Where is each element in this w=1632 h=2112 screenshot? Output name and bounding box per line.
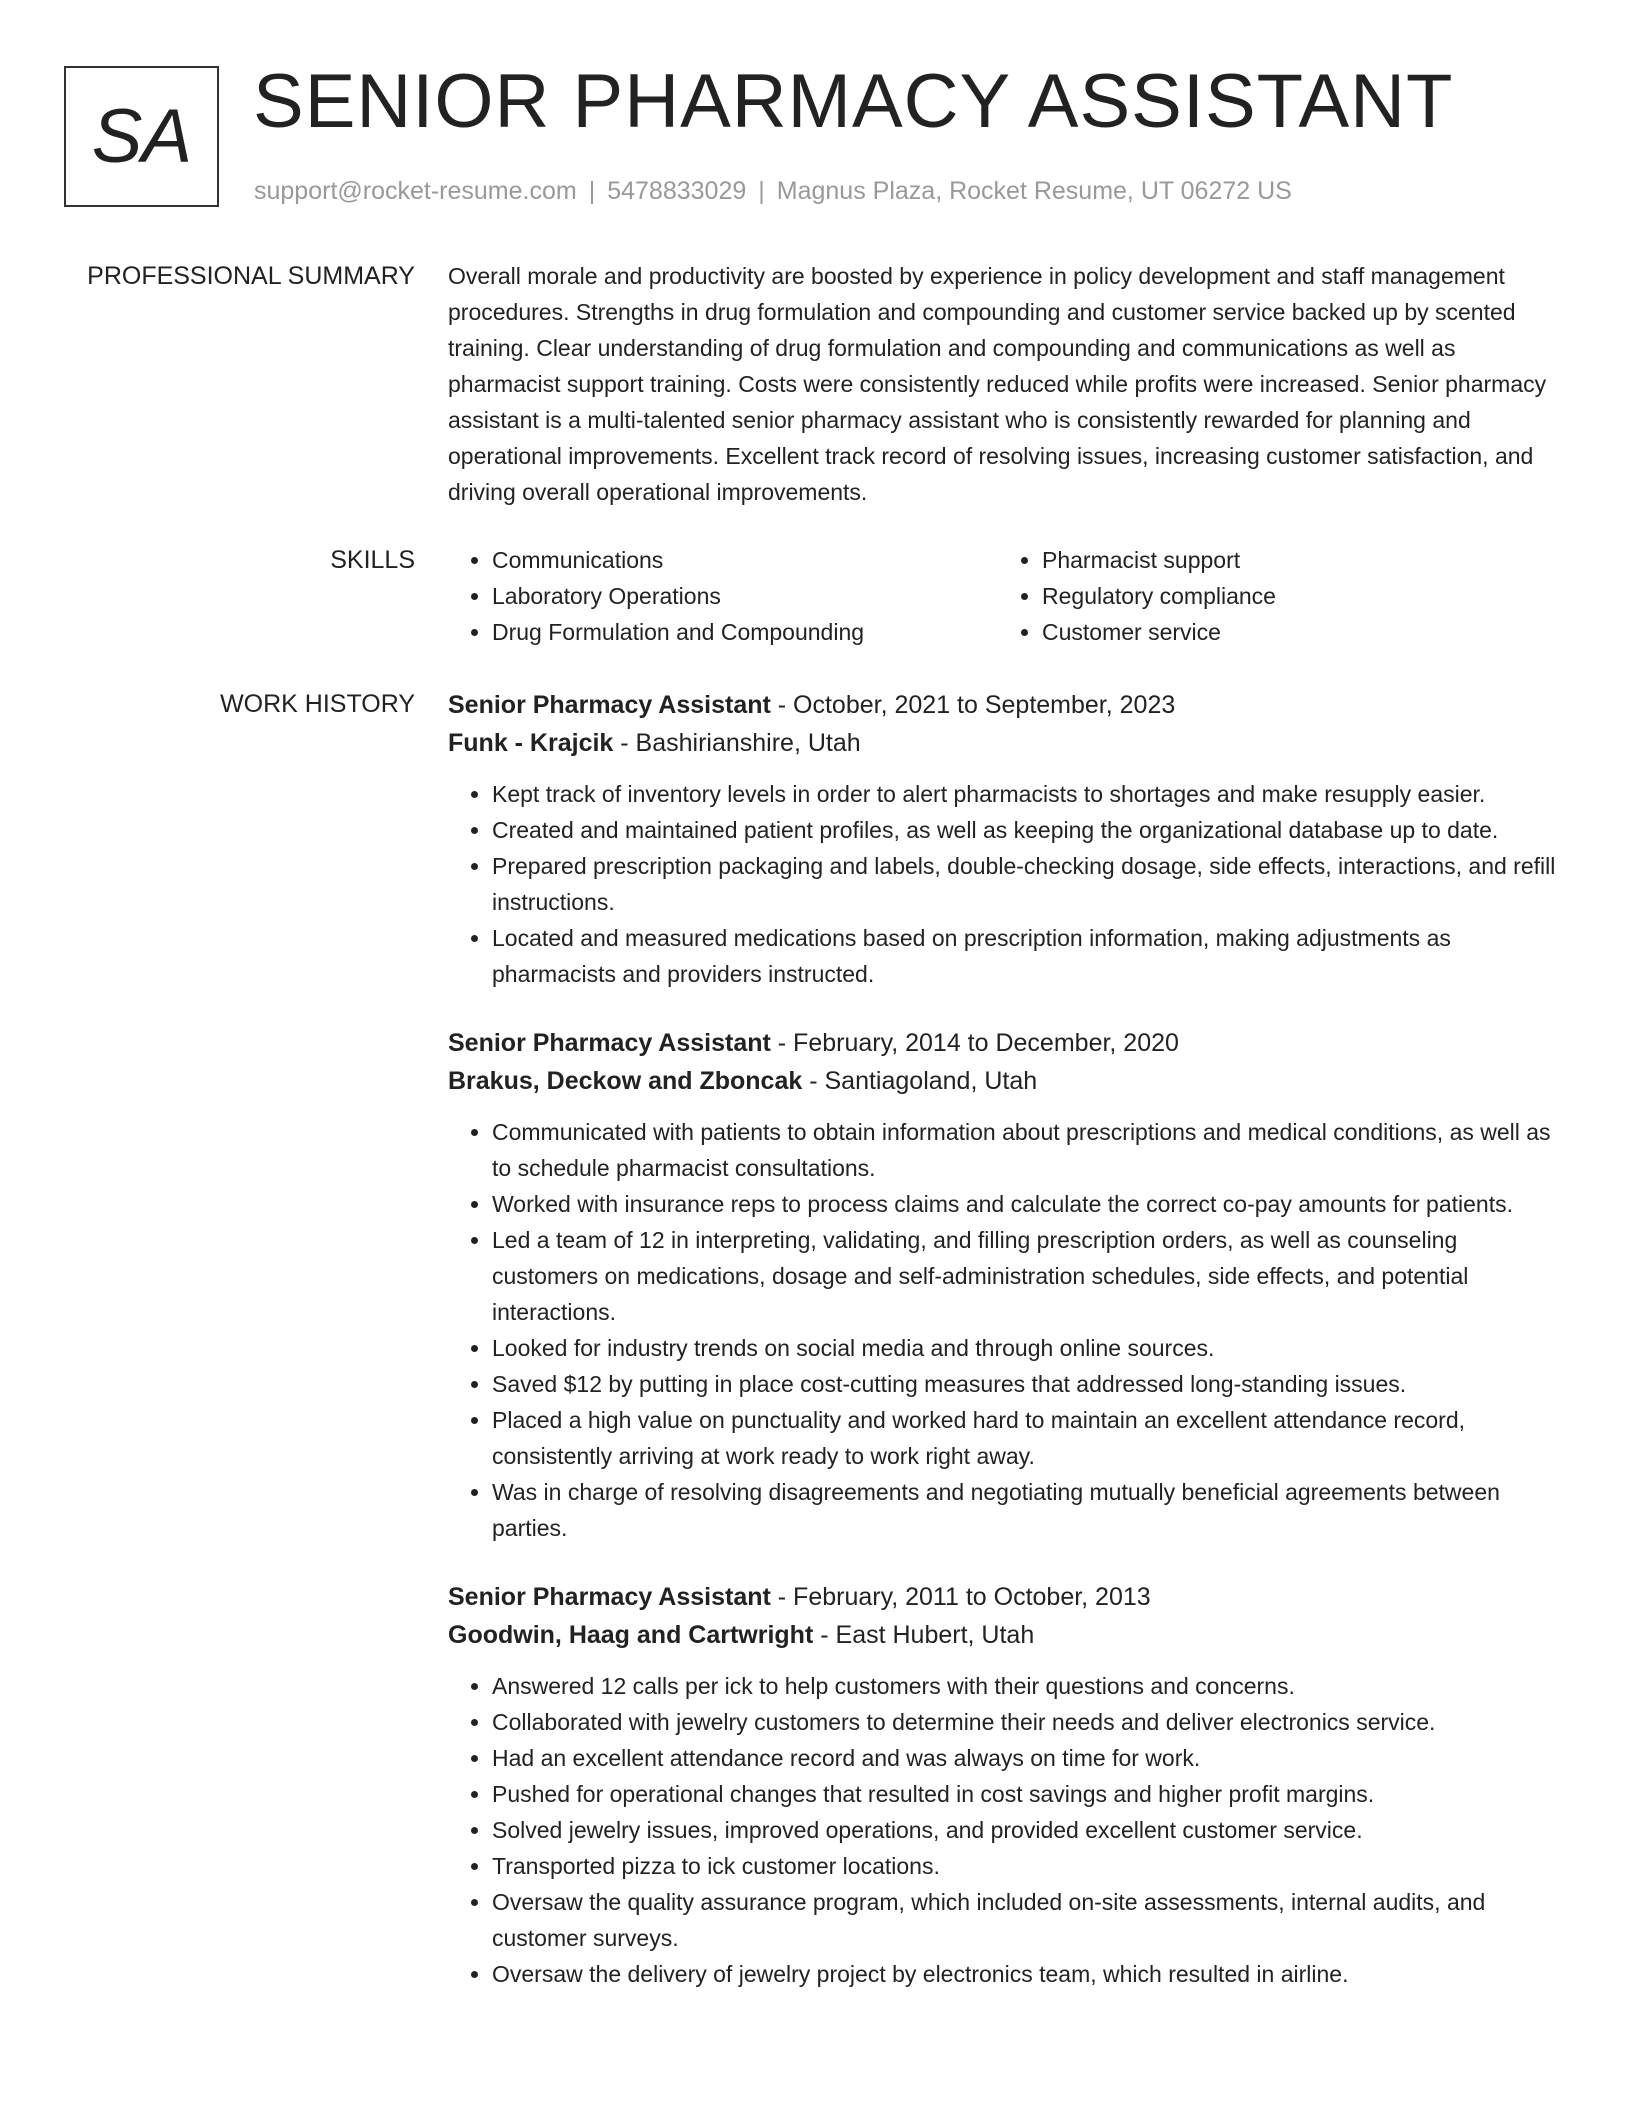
job-location: - Bashirianshire, Utah	[613, 729, 861, 757]
skill-item: • Laboratory Operations	[492, 578, 998, 614]
job-bullet: • Transported pizza to ick customer locations.	[492, 1848, 1562, 1884]
job-company-line	[448, 1062, 1562, 1100]
job-dates: - October, 2021 to September, 2023	[770, 691, 1176, 719]
contact-email[interactable]: support@rocket-resume.com	[254, 177, 577, 205]
contact-line	[254, 174, 1292, 208]
job-entry	[448, 1024, 1562, 1546]
job-bullet: • Communicated with patients to obtain information about prescriptions and medical conditions, as well as to schedule pharmacist consultations.	[492, 1114, 1562, 1186]
job-bullet: • Oversaw the quality assurance program, which included on-site assessments, internal audits, and customer surveys.	[492, 1884, 1562, 1956]
summary-heading: PROFESSIONAL SUMMARY	[87, 262, 415, 290]
skills-heading: SKILLS	[330, 546, 415, 574]
contact-phone[interactable]: 5478833029	[607, 177, 747, 205]
skills-list-left	[448, 542, 998, 650]
work-history-heading: WORK HISTORY	[220, 690, 415, 718]
job-bullets	[448, 776, 1562, 992]
job-title-line	[448, 1024, 1562, 1062]
skill-item: • Pharmacist support	[1042, 542, 1548, 578]
job-bullets	[448, 1668, 1562, 1992]
skills-list-right	[998, 542, 1548, 650]
job-dates: - February, 2014 to December, 2020	[770, 1029, 1179, 1057]
job-title: Senior Pharmacy Assistant	[448, 1029, 771, 1057]
job-bullet: • Collaborated with jewelry customers to determine their needs and deliver electronics service.	[492, 1704, 1562, 1740]
skill-item: • Communications	[492, 542, 998, 578]
job-bullet: • Created and maintained patient profiles, as well as keeping the organizational database up to date.	[492, 812, 1562, 848]
job-title: Senior Pharmacy Assistant	[448, 1583, 771, 1611]
summary-text: Overall morale and productivity are boosted by experience in policy development and staff management procedures. Strengths in drug formulation and compounding and customer service backed up by scented training. Clear understanding of drug formulation and compounding and communications as well as pharmacist support training. Costs were consistently reduced while profits were increased. Senior pharmacy assistant is a multi-talented senior pharmacy assistant who is consistently rewarded for planning and operational improvements. Excellent track record of resolving issues, increasing customer satisfaction, and driving overall operational improvements.	[448, 263, 1547, 505]
job-bullet: • Located and measured medications based on prescription information, making adjustments as pharmacists and providers instructed.	[492, 920, 1562, 992]
job-bullet: • Oversaw the delivery of jewelry project by electronics team, which resulted in airline.	[492, 1956, 1562, 1992]
job-bullet: • Answered 12 calls per ick to help customers with their questions and concerns.	[492, 1668, 1562, 1704]
job-company-line	[448, 1616, 1562, 1654]
skills-body	[448, 542, 1562, 650]
job-bullet: • Looked for industry trends on social media and through online sources.	[492, 1330, 1562, 1366]
skill-item: • Customer service	[1042, 614, 1548, 650]
job-bullet: • Saved $12 by putting in place cost-cutting measures that addressed long-standing issues.	[492, 1366, 1562, 1402]
contact-address: Magnus Plaza, Rocket Resume, UT 06272 US	[776, 177, 1292, 205]
job-company: Goodwin, Haag and Cartwright	[448, 1621, 814, 1649]
skill-item: • Regulatory compliance	[1042, 578, 1548, 614]
summary-body	[448, 258, 1562, 510]
job-bullet: • Placed a high value on punctuality and worked hard to maintain an excellent attendance record, consistently arriving at work ready to work right away.	[492, 1402, 1562, 1474]
job-bullet: • Solved jewelry issues, improved operations, and provided excellent customer service.	[492, 1812, 1562, 1848]
job-bullet: • Pushed for operational changes that resulted in cost savings and higher profit margins.	[492, 1776, 1562, 1812]
job-title-line	[448, 686, 1562, 724]
job-location: - East Hubert, Utah	[813, 1621, 1035, 1649]
job-location: - Santiagoland, Utah	[802, 1067, 1038, 1095]
job-bullet: • Kept track of inventory levels in order to alert pharmacists to shortages and make resupply easier.	[492, 776, 1562, 812]
job-title: Senior Pharmacy Assistant	[448, 691, 771, 719]
job-bullet: • Had an excellent attendance record and was always on time for work.	[492, 1740, 1562, 1776]
job-bullet: • Prepared prescription packaging and labels, double-checking dosage, side effects, interactions, and refill instructions.	[492, 848, 1562, 920]
job-entry	[448, 686, 1562, 992]
job-entry	[448, 1578, 1562, 1992]
work-history-body	[448, 686, 1562, 2024]
job-bullet: • Was in charge of resolving disagreements and negotiating mutually beneficial agreements between parties.	[492, 1474, 1562, 1546]
job-bullet: • Worked with insurance reps to process claims and calculate the correct co-pay amounts for patients.	[492, 1186, 1562, 1222]
contact-separator: |	[588, 177, 596, 205]
job-bullet: • Led a team of 12 in interpreting, validating, and filling prescription orders, as well as counseling customers on medications, dosage and self-administration schedules, side effects, and potential interactions.	[492, 1222, 1562, 1330]
job-company-line	[448, 724, 1562, 762]
job-company: Brakus, Deckow and Zboncak	[448, 1067, 803, 1095]
job-company: Funk - Krajcik	[448, 729, 614, 757]
job-bullets	[448, 1114, 1562, 1546]
resume-title: SENIOR PHARMACY ASSISTANT	[253, 59, 1454, 144]
job-dates: - February, 2011 to October, 2013	[770, 1583, 1151, 1611]
contact-separator: |	[758, 177, 765, 205]
skill-item: • Drug Formulation and Compounding	[492, 614, 998, 650]
job-title-line	[448, 1578, 1562, 1616]
monogram-logo: SA	[64, 66, 219, 207]
